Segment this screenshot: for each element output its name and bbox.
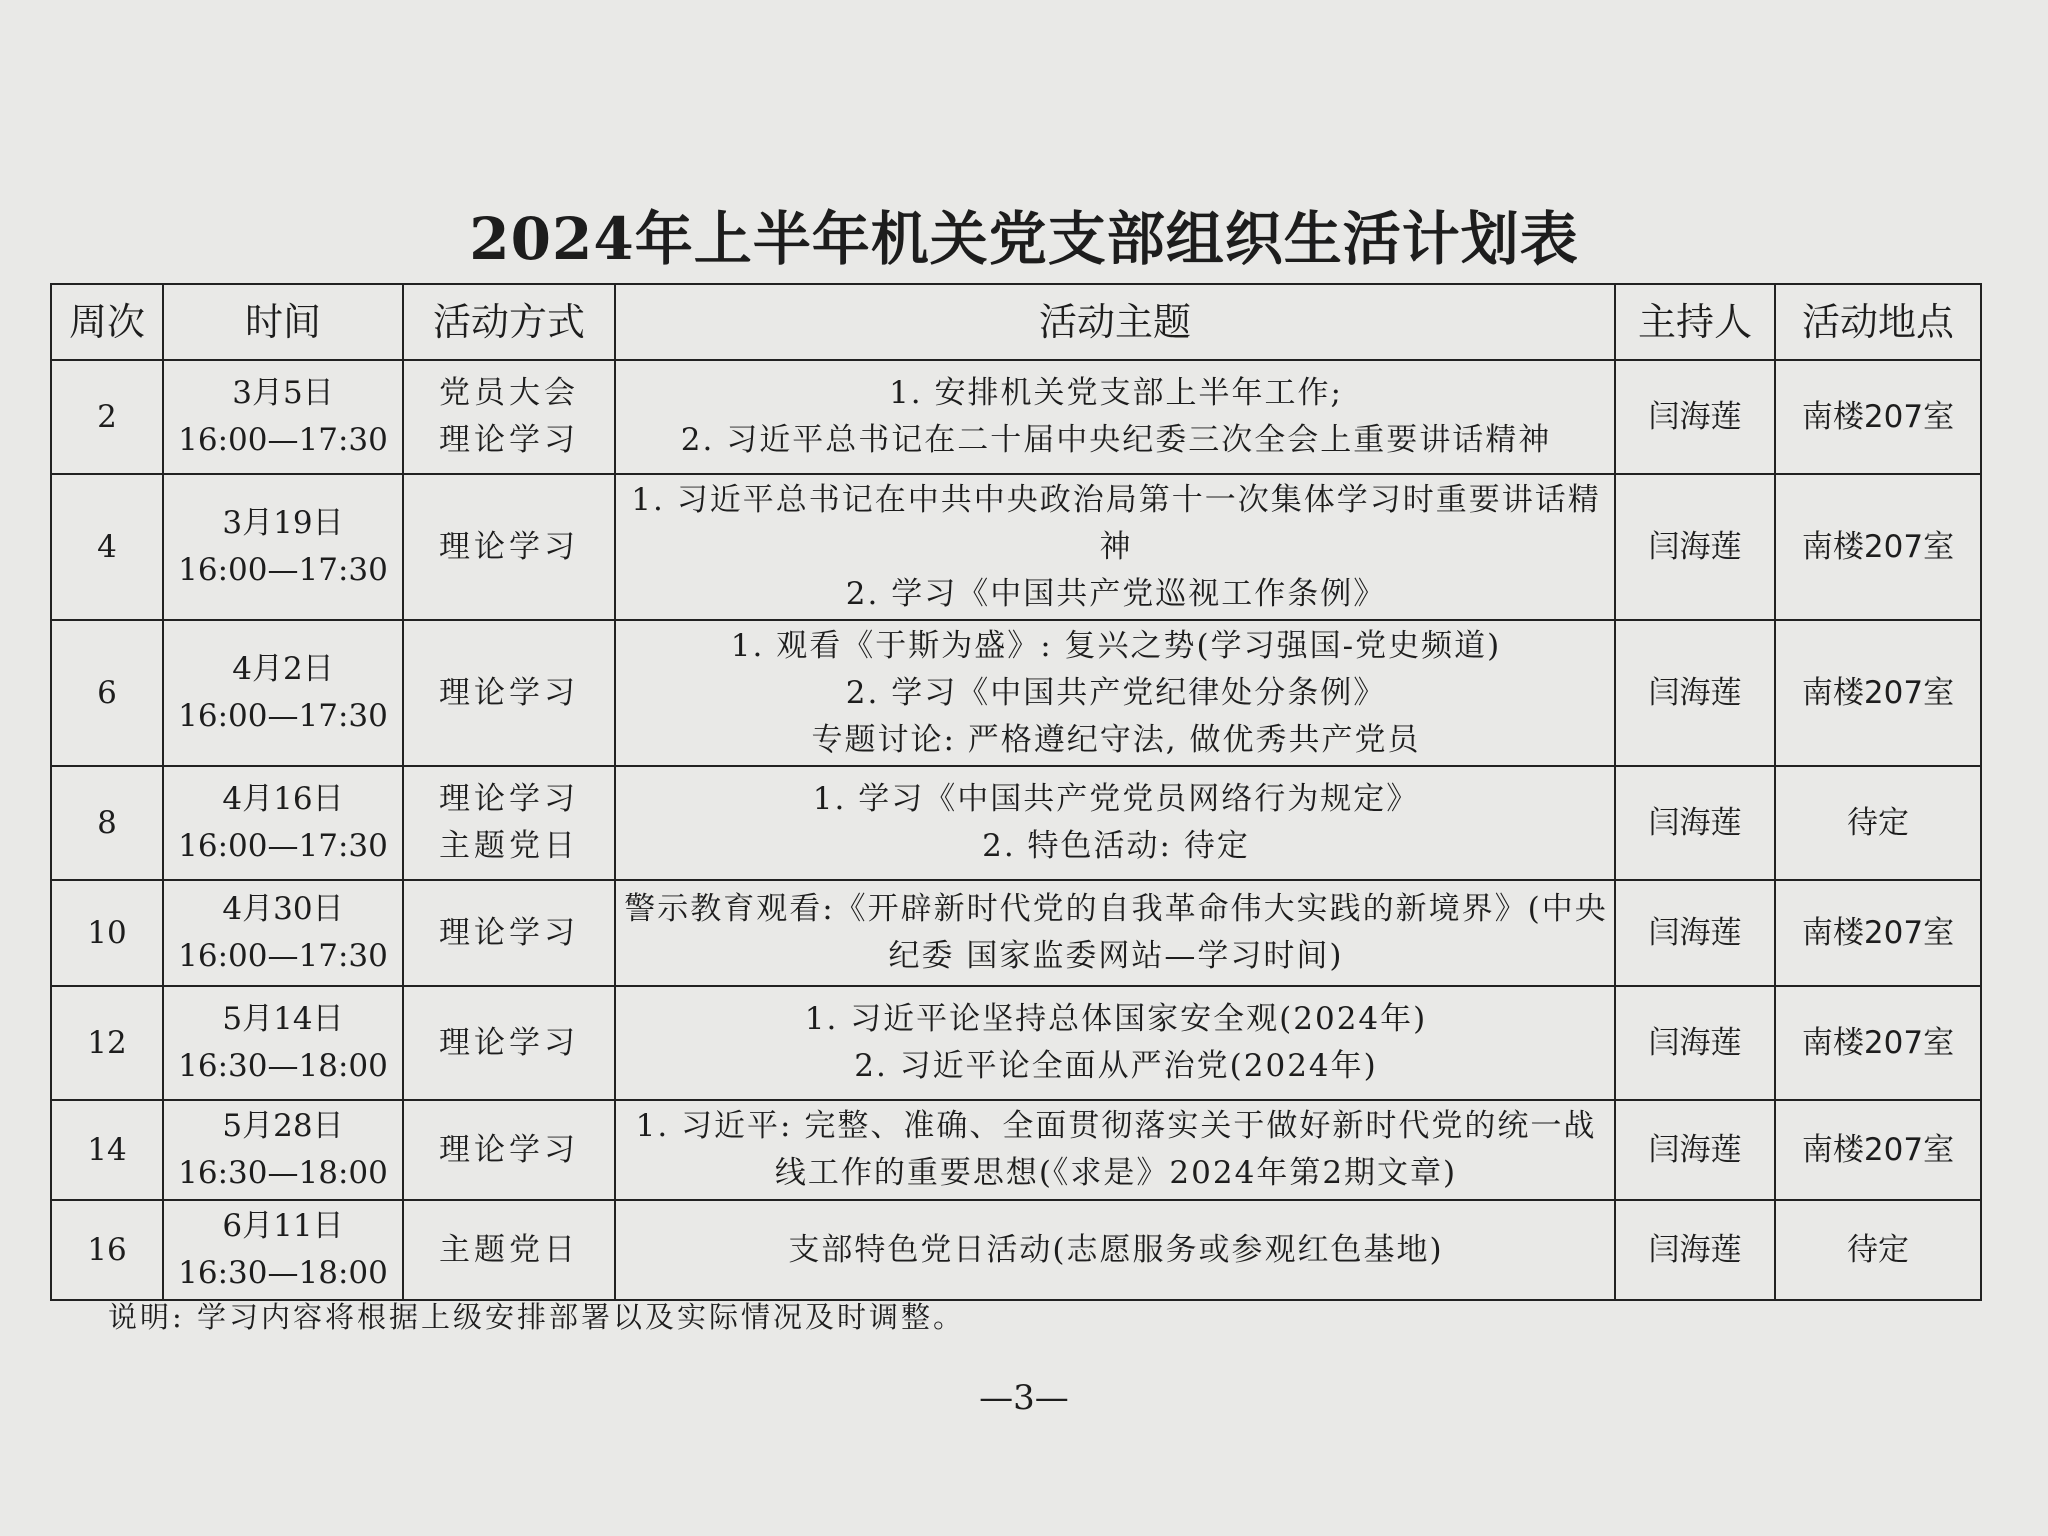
method-text: 主题党日	[439, 1231, 579, 1268]
topic-line: 1. 安排机关党支部上半年工作;	[889, 375, 1343, 411]
topic-cell	[615, 986, 1615, 1100]
date-text: 4月2日	[232, 651, 334, 687]
topic-line: 2. 学习《中国共产党巡视工作条例》	[845, 575, 1387, 612]
method-cell	[403, 986, 615, 1100]
date-text: 3月5日	[232, 375, 334, 411]
date-text: 5月14日	[222, 1001, 344, 1037]
topic-line: 1. 习近平总书记在中共中央政治局第十一次集体学习时重要讲话精神	[631, 481, 1601, 565]
topic-cell	[615, 1200, 1615, 1300]
time-cell	[163, 1100, 403, 1200]
location-cell: 南楼207室	[1775, 360, 1981, 474]
week-cell: 16	[51, 1200, 163, 1300]
method-cell	[403, 880, 615, 986]
method-cell	[403, 360, 615, 474]
time-cell	[163, 620, 403, 766]
week-cell: 12	[51, 986, 163, 1100]
host-cell: 闫海莲	[1615, 360, 1775, 474]
week-cell: 8	[51, 766, 163, 880]
time-range-text: 16:00—17:30	[178, 698, 388, 734]
time-cell	[163, 360, 403, 474]
page-number: —3—	[979, 1378, 1069, 1418]
time-range-text: 16:30—18:00	[178, 1255, 388, 1291]
topic-line: 警示教育观看:《开辟新时代党的自我革命伟大实践的新境界》(中央纪委 国家监委网站—学习时间)	[624, 891, 1608, 974]
note-text: 说明: 学习内容将根据上级安排部署以及实际情况及时调整。	[108, 1300, 965, 1334]
location-cell: 南楼207室	[1775, 880, 1981, 986]
host-cell: 闫海莲	[1615, 986, 1775, 1100]
time-cell	[163, 880, 403, 986]
location-cell: 待定	[1775, 1200, 1981, 1300]
method-cell	[403, 766, 615, 880]
topic-line: 1. 学习《中国共产党党员网络行为规定》	[812, 781, 1420, 817]
topic-line: 1. 习近平论坚持总体国家安全观(2024年)	[804, 1001, 1428, 1037]
time-range-text: 16:00—17:30	[178, 938, 388, 974]
date-text: 6月11日	[222, 1208, 344, 1244]
date-text: 5月28日	[222, 1108, 344, 1144]
table-row	[51, 766, 1981, 880]
method-cell	[403, 474, 615, 620]
topic-cell	[615, 1100, 1615, 1200]
table-row	[51, 986, 1981, 1100]
method-text: 理论学习	[439, 1024, 579, 1061]
topic-line: 2. 特色活动: 待定	[982, 828, 1250, 864]
header-week: 周次	[51, 284, 163, 360]
topic-cell	[615, 620, 1615, 766]
location-cell: 南楼207室	[1775, 986, 1981, 1100]
week-cell: 6	[51, 620, 163, 766]
method-text: 理论学习	[439, 528, 579, 565]
method-text: 理论学习	[439, 781, 579, 817]
method-text: 主题党日	[439, 828, 579, 864]
method-text: 理论学习	[439, 914, 579, 951]
method-text: 理论学习	[439, 674, 579, 711]
method-text: 理论学习	[439, 422, 579, 458]
topic-cell	[615, 766, 1615, 880]
topic-line: 2. 习近平论全面从严治党(2024年)	[854, 1048, 1378, 1084]
table-row	[51, 620, 1981, 766]
host-cell: 闫海莲	[1615, 1200, 1775, 1300]
time-range-text: 16:30—18:00	[178, 1155, 388, 1191]
topic-line: 专题讨论: 严格遵纪守法, 做优秀共产党员	[811, 721, 1421, 758]
header-host: 主持人	[1615, 284, 1775, 360]
date-text: 4月16日	[222, 781, 344, 817]
week-cell: 4	[51, 474, 163, 620]
header-topic: 活动主题	[615, 284, 1615, 360]
method-text: 理论学习	[439, 1131, 579, 1168]
date-text: 3月19日	[222, 505, 344, 541]
week-cell: 10	[51, 880, 163, 986]
host-cell: 闫海莲	[1615, 474, 1775, 620]
topic-cell	[615, 360, 1615, 474]
host-cell: 闫海莲	[1615, 1100, 1775, 1200]
table-header-row	[51, 284, 1981, 360]
method-cell	[403, 1200, 615, 1300]
host-cell: 闫海莲	[1615, 766, 1775, 880]
date-text: 4月30日	[222, 891, 344, 927]
table-row	[51, 474, 1981, 620]
table-row	[51, 1200, 1981, 1300]
table-row	[51, 880, 1981, 986]
topic-cell	[615, 880, 1615, 986]
method-cell	[403, 1100, 615, 1200]
topic-line: 支部特色党日活动(志愿服务或参观红色基地)	[788, 1231, 1444, 1268]
method-text: 党员大会	[439, 375, 579, 411]
table-row	[51, 360, 1981, 474]
time-cell	[163, 766, 403, 880]
time-cell	[163, 1200, 403, 1300]
header-time: 时间	[163, 284, 403, 360]
time-range-text: 16:00—17:30	[178, 828, 388, 864]
topic-line: 2. 习近平总书记在二十届中央纪委三次全会上重要讲话精神	[680, 422, 1552, 458]
topic-line: 2. 学习《中国共产党纪律处分条例》	[845, 674, 1387, 711]
topic-line: 1. 观看《于斯为盛》: 复兴之势(学习强国-党史频道)	[730, 627, 1502, 664]
week-cell: 14	[51, 1100, 163, 1200]
time-cell	[163, 986, 403, 1100]
method-cell	[403, 620, 615, 766]
time-cell	[163, 474, 403, 620]
location-cell: 南楼207室	[1775, 1100, 1981, 1200]
host-cell: 闫海莲	[1615, 620, 1775, 766]
week-cell: 2	[51, 360, 163, 474]
time-range-text: 16:00—17:30	[178, 422, 388, 458]
schedule-table	[50, 283, 1982, 1301]
header-method: 活动方式	[403, 284, 615, 360]
location-cell: 待定	[1775, 766, 1981, 880]
location-cell: 南楼207室	[1775, 474, 1981, 620]
topic-line: 1. 习近平: 完整、准确、全面贯彻落实关于做好新时代党的统一战线工作的重要思想(《求是》2024年第2期文章)	[635, 1108, 1597, 1191]
table-row	[51, 1100, 1981, 1200]
time-range-text: 16:30—18:00	[178, 1048, 388, 1084]
location-cell: 南楼207室	[1775, 620, 1981, 766]
time-range-text: 16:00—17:30	[178, 552, 388, 588]
topic-cell	[615, 474, 1615, 620]
document-title: 2024年上半年机关党支部组织生活计划表	[469, 205, 1579, 273]
header-location: 活动地点	[1775, 284, 1981, 360]
host-cell: 闫海莲	[1615, 880, 1775, 986]
